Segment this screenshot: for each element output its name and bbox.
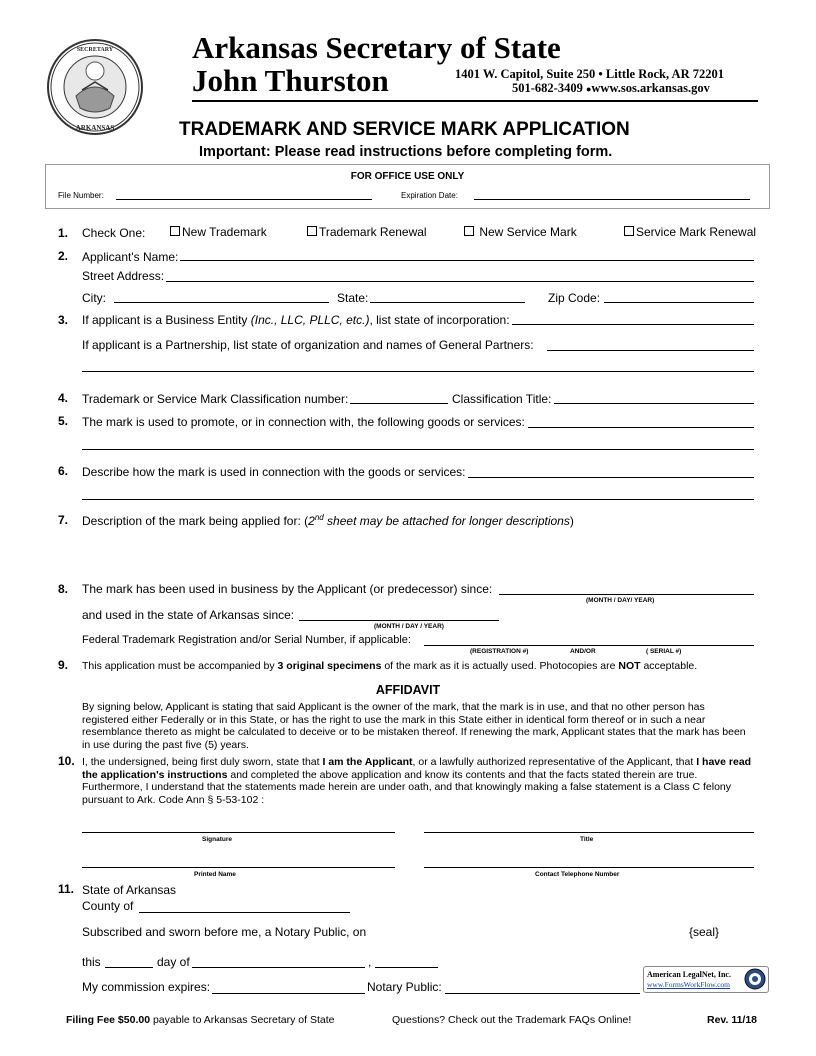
affidavit-heading: AFFIDAVIT — [375, 683, 441, 697]
legalnet-url[interactable]: www.FormsWorkFlow.com — [647, 980, 731, 989]
signature-field[interactable] — [82, 832, 395, 833]
item-number: 5. — [58, 414, 69, 428]
form-title: TRADEMARK AND SERVICE MARK APPLICATION — [179, 119, 630, 140]
office-use-heading: FOR OFFICE USE ONLY — [350, 171, 465, 182]
commission-field[interactable] — [212, 993, 365, 994]
checkbox[interactable] — [170, 226, 180, 236]
classification-title-label: Classification Title: — [452, 392, 552, 406]
applicant-name-label: Applicant's Name: — [82, 250, 179, 264]
checkbox[interactable] — [307, 226, 317, 236]
option-new-service-mark[interactable] — [464, 225, 577, 239]
official-name: John Thurston — [192, 63, 389, 98]
item-number: 11. — [58, 882, 75, 896]
mark-usage-label: Describe how the mark is used in connection with the goods or services: — [82, 465, 466, 479]
office-phone: 501-682-3409 — [512, 81, 583, 95]
arkansas-since-field[interactable] — [299, 620, 499, 621]
office-use-box — [45, 164, 770, 209]
registration-hint: (REGISTRATION #) — [470, 648, 529, 655]
printed-name-field[interactable] — [82, 867, 395, 868]
street-address-label: Street Address: — [82, 269, 165, 283]
item-number: 4. — [58, 391, 69, 405]
option-new-trademark[interactable] — [170, 225, 267, 239]
option-service-mark-renewal[interactable] — [624, 225, 756, 239]
expiration-date-label: Expiration Date: — [401, 191, 458, 200]
office-website[interactable]: www.sos.arkansas.gov — [591, 81, 710, 95]
this-label: this — [82, 955, 101, 969]
legalnet-badge[interactable] — [643, 966, 769, 993]
city-field[interactable] — [114, 302, 329, 303]
federal-registration-field[interactable] — [424, 645, 754, 646]
oath-text: I, the undersigned, being first duly sworn, state that I am the Applicant, or a lawfully authorized representative of the Applicant, that I have read the application's instructions and completed the above application and know its contents and that the facts stated therein are true. Furthermore, I understand that the statements made herein are under oath, and that knowingly making a false statement is a Class C felony pursuant to Ark. Code Ann § 5-53-102 : — [82, 756, 752, 806]
checkbox[interactable] — [624, 226, 634, 236]
revision: Rev. 11/18 — [707, 1014, 758, 1026]
legalnet-logo-icon — [744, 968, 766, 990]
header-rule — [192, 100, 758, 102]
partnership-field-2[interactable] — [82, 371, 754, 372]
zip-label: Zip Code: — [548, 291, 601, 305]
office-address: 1401 W. Capitol, Suite 250 • Little Rock, AR 72201 — [455, 67, 724, 81]
notary-label: Notary Public: — [367, 980, 442, 994]
applicant-name-field[interactable] — [180, 260, 754, 261]
item-number: 7. — [58, 513, 69, 527]
city-label: City: — [82, 291, 106, 305]
partnership-label: If applicant is a Partnership, list state of organization and names of General Partners: — [82, 338, 534, 352]
incorporation-state-field[interactable] — [512, 324, 754, 325]
comma: , — [368, 955, 372, 969]
item-number: 3. — [58, 313, 69, 327]
item-number: 8. — [58, 582, 69, 596]
year-field[interactable] — [375, 967, 438, 968]
item-number: 2. — [58, 249, 69, 263]
option-label: Trademark Renewal — [319, 225, 427, 239]
form-subtitle: Important: Please read instructions before completing form. — [199, 144, 613, 160]
street-address-field[interactable] — [166, 281, 754, 282]
filing-fee: Filing Fee $50.00 payable to Arkansas Secretary of State — [66, 1014, 335, 1026]
check-one-label: Check One: — [82, 226, 146, 240]
affidavit-text: By signing below, Applicant is stating that said Applicant is the owner of the mark, that the mark is in use, and that no other person has registered either Federally or in this State, or has the right to use the mark in this State either in identical form thereof or in such a near resemblance thereto as might be calculated to deceive or to be mistaken thereof. If renewing the mark, Applicant states that the mark has been in use during the past five (5) years. — [82, 701, 746, 751]
state-of-arkansas: State of Arkansas — [82, 883, 177, 897]
arkansas-since-label: and used in the state of Arkansas since: — [82, 608, 295, 622]
legalnet-name: American LegalNet, Inc. — [647, 970, 731, 979]
seal-placeholder: {seal} — [689, 925, 720, 939]
partnership-field[interactable] — [547, 350, 754, 351]
item-number: 1. — [58, 226, 69, 240]
andor-hint: AND/OR — [570, 648, 596, 655]
title-label: Title — [580, 836, 594, 843]
county-field[interactable] — [139, 912, 350, 913]
mark-usage-field[interactable] — [468, 477, 754, 478]
business-entity-label: If applicant is a Business Entity (Inc., LLC, PLLC, etc.), list state of incorporation: — [82, 313, 510, 327]
notary-field[interactable] — [445, 993, 640, 994]
file-number-label: File Number: — [58, 191, 104, 200]
item-number: 10. — [58, 754, 75, 768]
item-number: 6. — [58, 464, 69, 478]
state-seal — [46, 38, 144, 136]
classification-number-label: Trademark or Service Mark Classification number: — [82, 392, 349, 406]
office-contact — [512, 81, 710, 96]
contact-phone-label: Contact Telephone Number — [535, 871, 620, 878]
classification-title-field[interactable] — [554, 403, 754, 404]
serial-hint: ( SERIAL #) — [646, 648, 682, 655]
option-label: New Service Mark — [476, 225, 577, 239]
bullet: ● — [585, 84, 592, 94]
state-field[interactable] — [370, 302, 525, 303]
signature-label: Signature — [202, 836, 232, 843]
date-hint: (MONTH / DAY/ YEAR) — [586, 597, 655, 604]
goods-services-field-2[interactable] — [82, 449, 754, 450]
day-field[interactable] — [105, 967, 153, 968]
federal-registration-label: Federal Trademark Registration and/or Serial Number, if applicable: — [82, 634, 411, 646]
commission-label: My commission expires: — [82, 980, 211, 994]
state-label: State: — [337, 291, 369, 305]
zip-field[interactable] — [604, 302, 754, 303]
svg-text:ARKANSAS: ARKANSAS — [75, 124, 115, 132]
option-label: New Trademark — [182, 225, 267, 239]
option-trademark-renewal[interactable] — [307, 225, 427, 239]
used-since-field[interactable] — [499, 594, 754, 595]
printed-name-label: Printed Name — [194, 871, 236, 878]
month-field[interactable] — [192, 967, 365, 968]
classification-number-field[interactable] — [350, 403, 448, 404]
county-label: County of — [82, 899, 134, 913]
contact-phone-field[interactable] — [424, 867, 754, 868]
checkbox[interactable] — [464, 226, 474, 236]
svg-text:SECRETARY: SECRETARY — [76, 47, 114, 53]
goods-services-field[interactable] — [528, 427, 754, 428]
mark-description-label: Description of the mark being applied for: (2nd sheet may be attached for longer descriptions) — [82, 513, 574, 528]
goods-services-label: The mark is used to promote, or in connection with, the following goods or services: — [82, 415, 525, 429]
sworn-text: Subscribed and sworn before me, a Notary Public, on — [82, 925, 367, 939]
specimens-note: This application must be accompanied by 3 original specimens of the mark as it is actually used. Photocopies are NOT acceptable. — [82, 660, 698, 672]
option-label: Service Mark Renewal — [636, 225, 757, 239]
office-title: Arkansas Secretary of State — [192, 30, 561, 65]
day-of-label: day of — [157, 955, 190, 969]
used-since-label: The mark has been used in business by the Applicant (or predecessor) since: — [82, 582, 493, 596]
faq-note: Questions? Check out the Trademark FAQs Online! — [392, 1014, 632, 1026]
expiration-date-field[interactable] — [474, 199, 750, 200]
mark-usage-field-2[interactable] — [82, 499, 754, 500]
title-field[interactable] — [424, 832, 754, 833]
item-number: 9. — [58, 658, 69, 672]
date-hint: (MONTH / DAY / YEAR) — [374, 623, 444, 630]
file-number-field[interactable] — [116, 199, 372, 200]
